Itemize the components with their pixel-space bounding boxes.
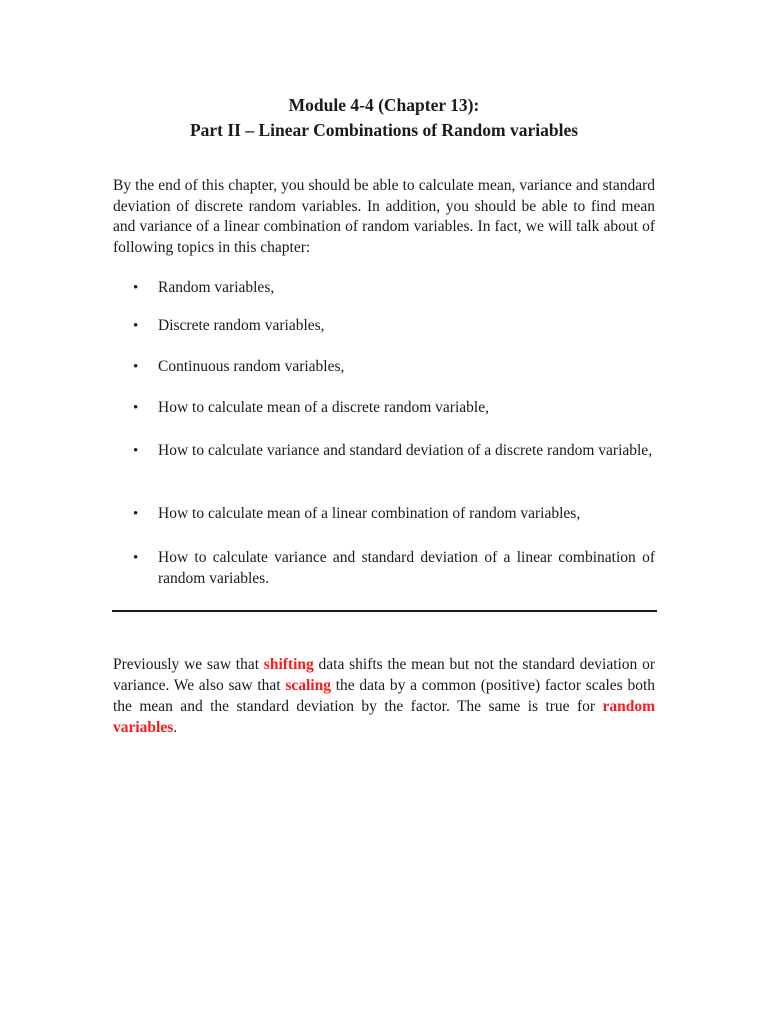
list-item-text: How to calculate mean of a discrete random variable, (158, 399, 489, 416)
paragraph-text: . (173, 719, 178, 736)
list-item (113, 278, 655, 299)
title-line-2: Part II – Linear Combinations of Random variables (189, 120, 579, 140)
list-item-text: Random variables, (158, 279, 275, 296)
list-item (113, 548, 655, 589)
horizontal-divider (112, 610, 657, 612)
page-title (0, 93, 768, 143)
list-item (113, 316, 655, 337)
bullet-icon: • (133, 318, 139, 334)
highlight-random-variables: random variables (113, 698, 655, 736)
highlight-scaling: scaling (285, 677, 331, 694)
bullet-icon: • (133, 400, 139, 416)
bullet-icon: • (133, 443, 139, 459)
bullet-icon: • (133, 506, 139, 522)
paragraph-text: data shifts the mean but not the standard deviation or variance. We also saw that (113, 656, 655, 694)
title-line-1: Module 4-4 (Chapter 13): (288, 95, 480, 115)
list-item-text: How to calculate variance and standard deviation of a linear combination of random variables. (158, 549, 655, 587)
bullet-icon: • (133, 280, 139, 296)
list-item-text: Continuous random variables, (158, 358, 345, 375)
bullet-icon: • (133, 359, 139, 375)
paragraph-text: Previously we saw that (113, 656, 264, 673)
list-item (113, 504, 655, 525)
list-item (113, 357, 655, 378)
list-item (113, 441, 655, 462)
highlight-shifting: shifting (263, 656, 314, 673)
list-item (113, 398, 655, 419)
paragraph-text: the data by a common (positive) factor scales both the mean and the standard deviation by the factor. The same is true for (113, 677, 656, 715)
list-item-text: How to calculate variance and standard deviation of a discrete random variable, (158, 442, 653, 459)
list-item-text: How to calculate mean of a linear combination of random variables, (158, 505, 581, 522)
intro-paragraph: By the end of this chapter, you should be able to calculate mean, variance and standard deviation of discrete random variables. In addition, you should be able to find mean and variance of a linear combination of random variables. In fact, we will talk about of following topics in this chapter: (113, 177, 655, 256)
list-item-text: Discrete random variables, (158, 317, 325, 334)
shifting-scaling-paragraph (113, 654, 655, 738)
bullet-icon: • (133, 550, 139, 566)
